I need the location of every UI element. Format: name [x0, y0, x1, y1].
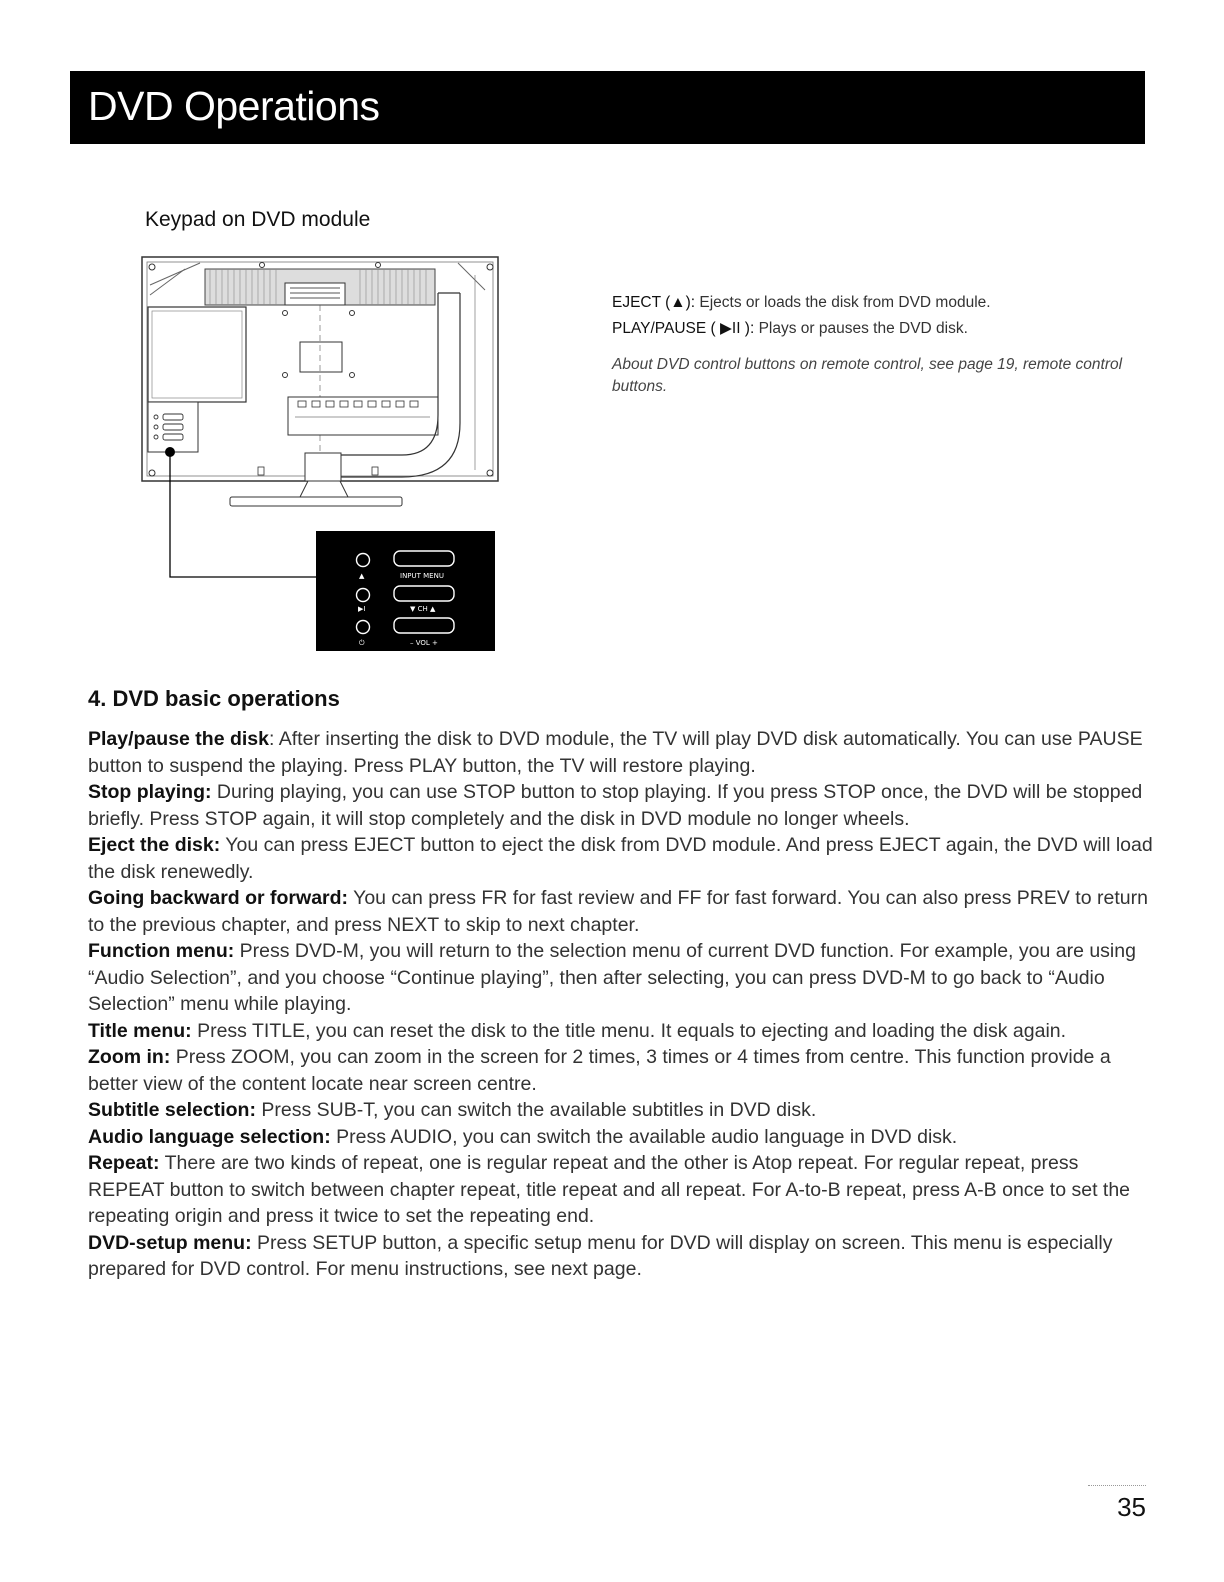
operation-text: Press ZOOM, you can zoom in the screen for 2 times, 3 times or 4 times from centre. This function provide a better view of the content locate near screen centre. — [88, 1046, 1111, 1095]
operation-label: DVD-setup menu: — [88, 1231, 252, 1254]
input-menu-label: INPUT MENU — [400, 572, 444, 580]
operation-label: Repeat: — [88, 1152, 160, 1174]
operation-item — [88, 1230, 1153, 1283]
stand-base — [230, 497, 402, 506]
page-title: DVD Operations — [88, 83, 380, 129]
operation-label: Play/pause the disk — [88, 728, 269, 750]
operation-text: During playing, you can use STOP button to stop playing. If you press STOP once, the DVD will be stopped briefly. Press STOP again, it will stop completely and the disk in DVD module no longer wheels. — [88, 781, 1143, 830]
eject-note-label: EJECT (▲): — [612, 294, 696, 311]
operation-item — [88, 885, 1153, 938]
keypad-notes — [612, 290, 1152, 398]
keypad-heading: Keypad on DVD module — [145, 208, 371, 231]
channel-label: ▼ CH ▲ — [410, 605, 436, 613]
operation-item — [88, 1150, 1153, 1230]
wall-mount — [300, 342, 342, 372]
page-number: 35 — [1117, 1492, 1146, 1522]
power-symbol: ⏻ — [359, 639, 365, 647]
operation-label: Stop playing: — [88, 781, 212, 803]
operations-list — [88, 726, 1153, 1283]
remote-control-note: About DVD control buttons on remote control, see page 19, remote control buttons. — [612, 356, 1123, 395]
operation-label: Function menu: — [88, 940, 235, 962]
eject-symbol: ▲ — [359, 572, 365, 580]
volume-label: – VOL + — [410, 639, 438, 647]
play-note-text: Plays or pauses the DVD disk. — [754, 320, 968, 337]
play-pause-symbol: ▶I — [358, 605, 366, 613]
operation-text: You can press FR for fast review and FF for fast forward. You can also press PREV to return to the previous chapter, and press NEXT to skip to next chapter. — [88, 887, 1148, 936]
operation-label: Zoom in: — [88, 1046, 171, 1068]
operation-label: Going backward or forward: — [88, 887, 349, 909]
operation-item — [88, 1097, 1153, 1124]
operation-label: Audio language selection: — [88, 1125, 331, 1148]
section-heading: 4. DVD basic operations — [88, 686, 340, 711]
operation-item — [88, 1124, 1153, 1151]
operation-text: Press TITLE, you can reset the disk to the title menu. It equals to ejecting and loading the disk again. — [191, 1019, 1067, 1042]
operation-text: Press SUB-T, you can switch the available subtitles in DVD disk. — [255, 1099, 817, 1121]
page-number-rule — [1088, 1485, 1146, 1486]
keypad-diagram — [140, 255, 505, 657]
play-note-label: PLAY/PAUSE ( ▶II ): — [612, 320, 755, 337]
operation-text: Press SETUP button, a specific setup menu for DVD will display on screen. This menu is especially prepared for DVD control. For menu instructions, see next page. — [88, 1231, 1113, 1280]
dvd-module-panel — [148, 307, 246, 402]
operation-label: Eject the disk: — [88, 834, 221, 856]
play-note — [612, 316, 1152, 342]
operation-text: Press DVD-M, you will return to the selection menu of current DVD function. For example, you are using “Audio Selection”, and you choose “Continue playing”, then after selecting, you can press DVD-M to go back to “Audio Selection” menu while playing. — [88, 940, 1136, 1015]
header-banner — [70, 71, 1145, 144]
operation-label: Title menu: — [88, 1019, 192, 1042]
operation-text: : After inserting the disk to DVD module, the TV will play DVD disk automatically. You can use PAUSE button to suspend the playing. Press PLAY button, the TV will restore playing. — [88, 728, 1143, 777]
warning-label — [285, 283, 345, 305]
eject-note-text: Ejects or loads the disk from DVD module. — [695, 294, 991, 311]
eject-note — [612, 290, 1152, 316]
operation-item — [88, 832, 1153, 885]
operation-item — [88, 938, 1153, 1018]
operation-text: Press AUDIO, you can switch the available audio language in DVD disk. — [330, 1125, 958, 1148]
stand-neck — [305, 453, 341, 481]
operation-item — [88, 1018, 1153, 1045]
operation-item — [88, 779, 1153, 832]
operation-item — [88, 726, 1153, 779]
operation-label: Subtitle selection: — [88, 1099, 256, 1121]
operation-item — [88, 1044, 1153, 1097]
operation-text: You can press EJECT button to eject the disk from DVD module. And press EJECT again, the DVD will load the disk renewedly. — [88, 834, 1153, 883]
operation-text: There are two kinds of repeat, one is regular repeat and the other is Atop repeat. For regular repeat, press REPEAT button to switch between chapter repeat, title repeat and all repeat. For A-to-B repeat, press A-B once to set the repeating origin and press it twice to set the repeating end. — [88, 1152, 1131, 1227]
